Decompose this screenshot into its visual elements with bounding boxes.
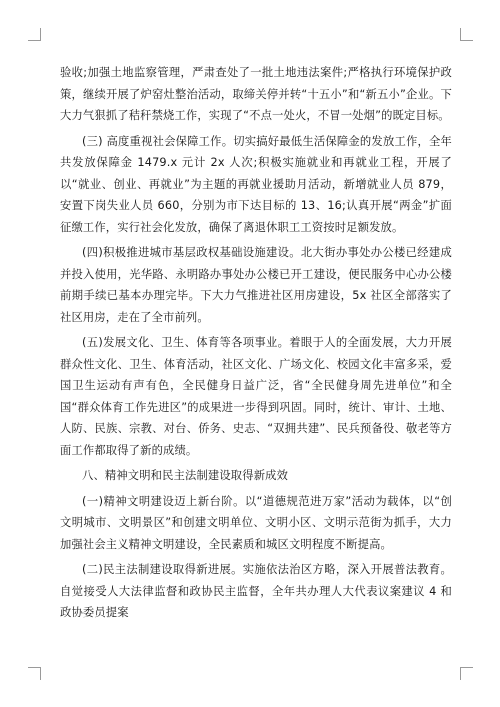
paragraph-environment: 验收;加强土地监察管理，严肃查处了一批土地违法案件;严格执行环境保护政策，继续开展了炉窑灶整治活动，取缔关停并转“十五小”和“新五小”企业。下大力气狠抓了秸秆禁烧工作，实现了“不点一处火，不冒一处烟”的既定目标。: [60, 66, 452, 122]
crop-mark-top-left: [28, 28, 41, 41]
section-heading-eight: 八、精神文明和民主法制建设取得新成效: [82, 469, 289, 482]
crop-mark-bottom-left: [28, 667, 41, 680]
paragraph-culture-health-sports: (五)发展文化、卫生、体育等各项事业。着眼于人的全面发展，大力开展群众性文化、卫生、体育活动，社区文化、广场文化、校园文化丰富多采，爱国卫生运动有声有色，全民健身日益广泛，省“全民健身周先进单位”和全国“群众体育工作先进区”的成果进一步得到巩固。同时，统计、审计、土地、人防、民族、宗教、对台、侨务、史志、“双拥共建”、民兵预备役、敬老等方面工作都取得了新的成绩。: [60, 336, 452, 457]
paragraph-social-security: (三) 高度重视社会保障工作。切实搞好最低生活保障金的发放工作，全年共发放保障金 1479.x 元计 2x 人次;积极实施就业和再就业工程，开展了以“就业、创业、再就业”为主题的再就业援助月活动，新增就业人员 879，安置下岗失业人员 660，分别为市下达目标的 13、16;认真开展“两金”扩面征缴工作，实行社会化发放，确保了离退休职工工资按时足额发放。: [60, 134, 452, 234]
crop-mark-top-right: [460, 28, 473, 41]
paragraph-grassroots-construction: (四)积极推进城市基层政权基础设施建设。北大街办事处办公楼已经建成并投入使用，光华路、永明路办事处办公楼已开工建设，便民服务中心办公楼前期手续已基本办理完毕。下大力气推进社区用房建设，5x 社区全部落实了社区用房，走在了全市前列。: [60, 246, 452, 324]
paragraph-democracy-law: (二)民主法制建设取得新进展。实施依法治区方略，深入开展普法教育。自觉接受人大法律监督和政协民主监督，全年共办理人大代表议案建议 4 和政协委员提案: [60, 563, 452, 619]
crop-mark-bottom-right: [460, 667, 473, 680]
document-body: [60, 62, 452, 628]
paragraph-spiritual-civilization: (一)精神文明建设迈上新台阶。以“道德规范进万家”活动为载体，以“创文明城市、文明景区”和创建文明单位、文明小区、文明示范街为抓手，大力加强社会主义精神文明建设，全民素质和城区文明程度不断提高。: [60, 494, 452, 551]
